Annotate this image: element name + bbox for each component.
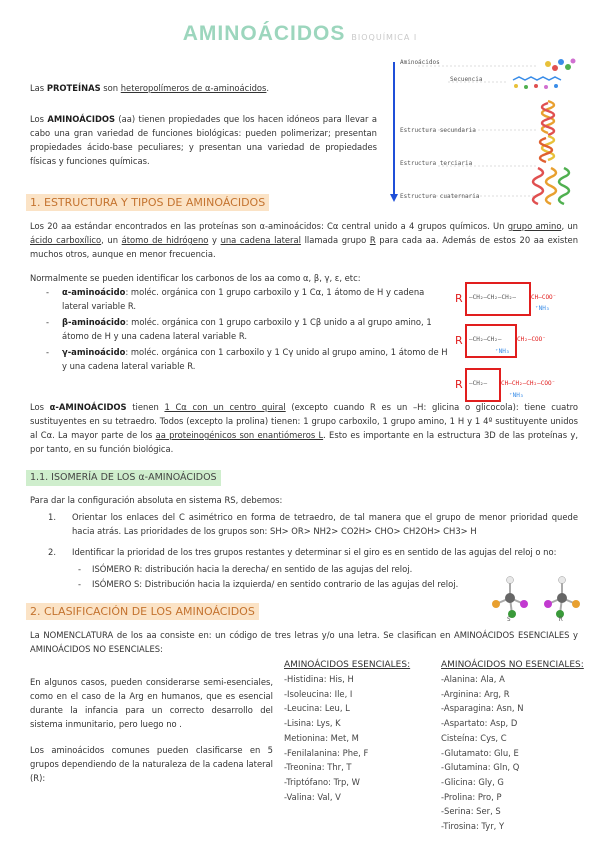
section-2-paragraph-3: Los aminoácidos comunes pueden clasificarse en 5 grupos dependiendo de la naturaleza de la cadena lateral (R): [30, 745, 273, 783]
list-item: -Glutamina: Gln, Q [441, 762, 520, 773]
list-item: -Aspartato: Asp, D [441, 718, 518, 729]
list-item: -Lisina: Lys, K [284, 718, 341, 729]
isomer-step-1: 1. Orientar los enlaces del C asimétrico en forma de tetraedro, de tal manera que el grupo de menor prioridad quede hacia atrás. Las prioridades de los grupos son: SH> OR> NH2> CO2H> CHO> CH2OH> CH3> H [48, 512, 578, 536]
isomer-label-r: R [559, 616, 563, 623]
isomer-molecules-drawing [490, 574, 585, 624]
list-item: -Serina: Ser, S [441, 806, 501, 817]
section-1-paragraph-1: Los 20 aa estándar encontrados en las proteínas son α-aminoácidos: Cα central unido a 4 grupos químicos. Un grupo amino, un ácido carboxílico, un átomo de hidrógeno y una cadena lateral llamada grupo R para cada aa. Además de estos 20 aa existen muchos otros, aunque en menor frecuencia. [30, 221, 579, 259]
formula-end: CH₂—COO⁻ [517, 336, 546, 343]
essential-heading: AMINOÁCIDOS ESENCIALES: [284, 660, 411, 670]
page-subtitle: BIOQUÍMICA I [351, 33, 418, 42]
figure-label-quaternary: Estructura cuaternaria [400, 193, 480, 200]
figure-label-tertiary: Estructura terciaria [400, 160, 473, 167]
page-title-block [0, 22, 600, 46]
section-2-paragraph-2: En algunos casos, pueden considerarse semi-esenciales, como en el caso de la Arg en humanos, que es esencial durante la infancia para un correcto desarrollo del sistema inmunitario, pero luego no . [30, 677, 273, 729]
page-title: AMINOÁCIDOS [182, 22, 346, 45]
list-item: -Leucina: Leu, L [284, 703, 350, 714]
list-item: -Alanina: Ala, A [441, 674, 505, 684]
formula-r-label: R [455, 292, 463, 305]
formula-chain: —CH₂— [469, 380, 488, 387]
list-item: -Tirosina: Tyr, Y [441, 821, 505, 832]
intro-paragraph-2: Los AMINOÁCIDOS (aa) tienen propiedades que los hacen idóneos para llevar a cabo una gran variedad de funciones biológicas: pueden polimerizar; presentan propiedades ácido-base peculiares; y presentan una variedad de propiedades físicas y funciones químicas. [30, 114, 377, 166]
list-item: Cisteína: Cys, C [441, 732, 507, 743]
amino-types-list [46, 285, 451, 373]
isomer-s-item: - ISÓMERO S: Distribución hacia la izquierda/ en sentido contrario de las agujas del reloj. [78, 579, 459, 589]
formula-amino: ⁺NH₃ [535, 305, 550, 312]
section-1-heading: 1. ESTRUCTURA Y TIPOS DE AMINOÁCIDOS [26, 194, 269, 211]
section-1-1-heading: 1.1. ISOMERÍA DE LOS α-AMINOÁCIDOS [26, 470, 221, 486]
formula-chain: —CH₂—CH₂— [469, 336, 502, 343]
protein-structure-figure [388, 56, 578, 206]
figure-label-aminoacids: Aminoácidos [400, 59, 440, 66]
list-item: -Triptófano: Trp, W [284, 776, 360, 787]
section-2-paragraph-1: La NOMENCLATURA de los aa consiste en: un código de tres letras y/o una letra. Se clasifican en AMINOÁCIDOS ESENCIALES y AMINOÁCIDOS NO ESENCIALES: [30, 630, 578, 654]
list-item: -Prolina: Pro, P [441, 791, 502, 802]
isomer-r-item: - ISÓMERO R: distribución hacia la derecha/ en sentido de las agujas del reloj. [78, 564, 413, 574]
list-item: -Arginina: Arg, R [441, 688, 510, 699]
list-item: -Glicina: Gly, G [441, 776, 504, 787]
list-item: -Isoleucina: Ile, I [284, 688, 353, 699]
section-1-paragraph-2: Normalmente se pueden identificar los carbonos de los aa como α, β, γ, ε, etc: [30, 273, 361, 283]
isomer-step-2: 2. Identificar la prioridad de los tres grupos restantes y determinar si el giro es en sentido de las agujas del reloj o no: [48, 547, 557, 557]
section-2-heading: 2. CLASIFICACIÓN DE LOS AMINOÁCIDOS [26, 603, 259, 620]
list-item: - β-aminoácido: moléc. orgánica con 1 grupo carboxilo y 1 Cβ unido a al grupo amino, 1 átomo de H y una cadena lateral variable R. [46, 317, 432, 341]
list-item: - α-aminoácido: moléc. orgánica con 1 grupo carboxilo y 1 Cα, 1 átomo de H y cadena lateral variable R. [46, 287, 425, 311]
isomer-label-s: S [507, 616, 511, 623]
list-item: - γ-aminoácido: moléc. orgánica con 1 carboxilo y 1 Cγ unido al grupo amino, 1 átomo de H y una cadena lateral variable R. [46, 347, 448, 371]
formula-chain: —CH₂—CH₂—CH₂— [469, 294, 516, 301]
isomer-molecules [490, 574, 585, 624]
list-item: -Histidina: His, H [284, 674, 354, 684]
figure-label-sequence: Secuencia [450, 76, 483, 83]
formula-amino: ⁺NH₃ [495, 348, 510, 355]
essential-aminoacids-list [284, 660, 434, 804]
nonessential-heading: AMINOÁCIDOS NO ESENCIALES: [441, 660, 584, 670]
list-item: -Asparagina: Asn, N [441, 703, 524, 714]
nonessential-aminoacids-list [441, 660, 591, 834]
formula-r-label: R [455, 334, 463, 347]
section-1-1-intro: Para dar la configuración absoluta en sistema RS, debemos: [30, 495, 283, 505]
formula-panel [455, 278, 580, 408]
formula-end: CH—COO⁻ [531, 294, 557, 301]
list-item: -Treonina: Thr, T [284, 762, 352, 773]
list-item: Metionina: Met, M [284, 732, 359, 743]
formula-amino: ⁺NH₃ [509, 392, 524, 399]
intro-paragraph-1: Las PROTEÍNAS son heteropolímeros de α-aminoácidos. [30, 83, 270, 93]
figure-label-secondary: Estructura secundaria [400, 127, 476, 134]
list-item: -Glutamato: Glu, E [441, 747, 519, 758]
formula-r-label: R [455, 378, 463, 391]
list-item: -Valina: Val, V [284, 791, 341, 802]
section-1-paragraph-3: Los α-AMINOÁCIDOS tienen 1 Cα con un centro quiral (excepto cuando R es un –H: glicina o glicocola): tiene cuatro sustituyentes en su tetraedro. Todos (excepto la prolina) tienen: 1 grupo carboxilo, 1 grupo amino, 1 H y 1 4º sustituyente unidos al Cα. La mayor parte de los aa proteinogénicos son enantiómeros L. Esto es importante en la estructura 3D de las proteínas y, por tanto, en su función biológica. [30, 402, 578, 454]
formula-end: CH—CH₂—CH₂—COO⁻ [501, 380, 556, 387]
list-item: -Fenilalanina: Phe, F [284, 747, 369, 758]
